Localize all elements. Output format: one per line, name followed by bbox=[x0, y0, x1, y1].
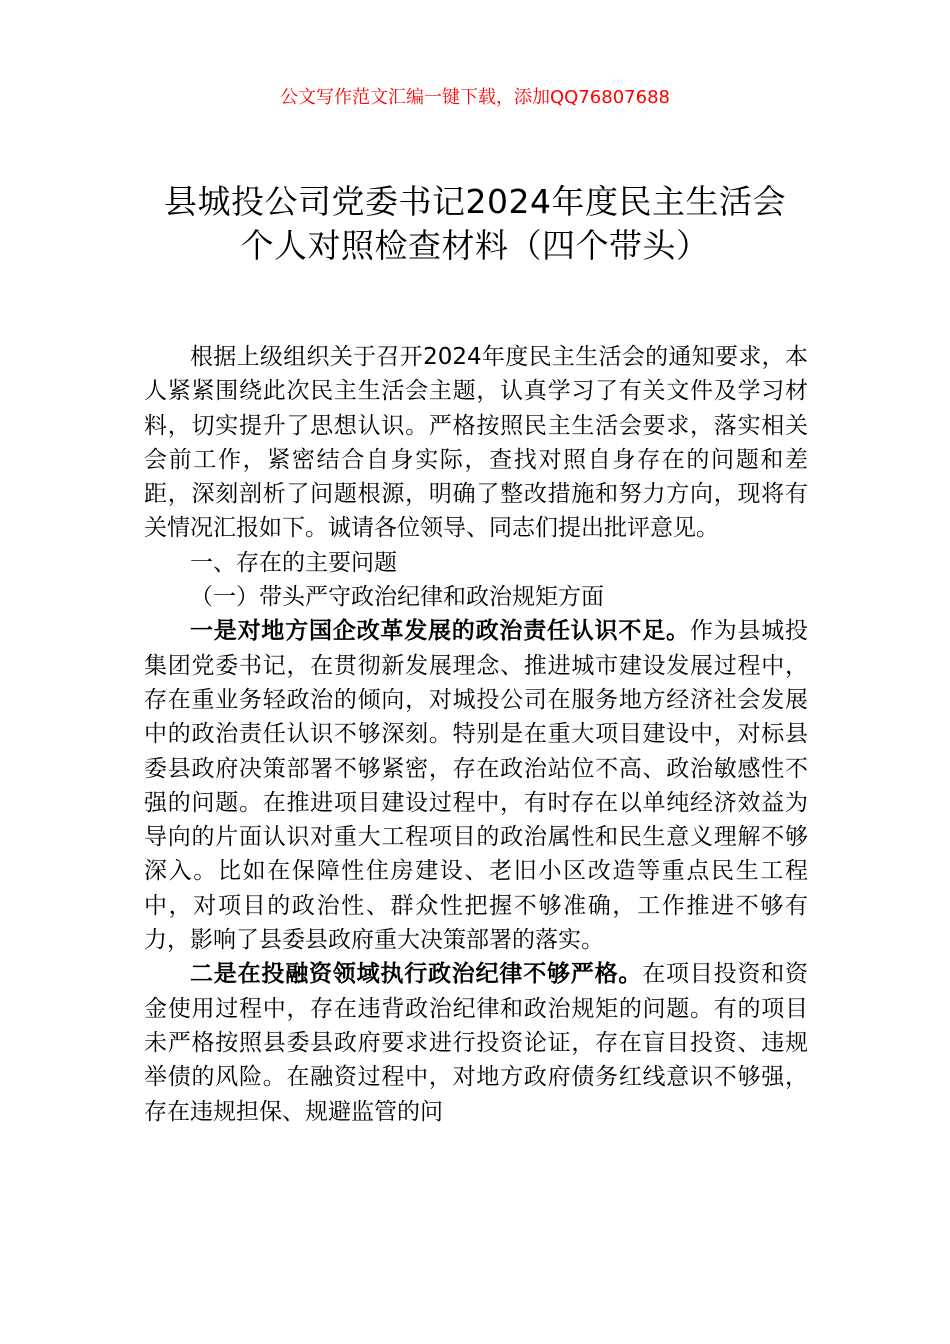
point-2-text: 在项目投资和资金使用过程中，存在违背政治纪律和政治规矩的问题。有的项目未严格按照县委县政府要求进行投资论证，存在盲目投资、违规举债的风险。在融资过程中，对地方政府债务红线意识不够强，存在违规担保、规避监管的问 bbox=[144, 961, 809, 1125]
point-1-lead: 一是对地方国企改革发展的政治责任认识不足。 bbox=[190, 618, 690, 645]
point-2-lead: 二是在投融资领域执行政治纪律不够严格。 bbox=[190, 961, 643, 988]
point-paragraph-2 bbox=[144, 957, 808, 1128]
section-heading: 一、存在的主要问题 bbox=[190, 549, 397, 576]
point-1-text: 作为县城投集团党委书记，在贯彻新发展理念、推进城市建设发展过程中，存在重业务轻政治的倾向，对城投公司在服务地方经济社会发展中的政治责任认识不够深刻。特别是在重大项目建设中，对标县委县政府决策部署不够紧密，存在政治站位不高、政治敏感性不强的问题。在推进项目建设过程中，有时存在以单纯经济效益为导向的片面认识对重大工程项目的政治属性和民生意义理解不够深入。比如在保障性住房建设、老旧小区改造等重点民生工程中，对项目的政治性、群众性把握不够准确，工作推进不够有力，影响了县委县政府重大决策部署的落实。 bbox=[144, 618, 809, 954]
document-body bbox=[144, 340, 808, 1129]
document-title-line-2: 个人对照检查材料（四个带头） bbox=[240, 226, 710, 265]
subsection-heading: （一）带头严守政治纪律和政治规矩方面 bbox=[190, 584, 604, 611]
header-note: 公文写作范文汇编一键下载，添加QQ76807688 bbox=[280, 87, 670, 108]
document-title-line-1: 县城投公司党委书记2024年度民主生活会 bbox=[164, 182, 786, 221]
intro-paragraph: 根据上级组织关于召开2024年度民主生活会的通知要求，本人紧紧围绕此次民主生活会主题，认真学习了有关文件及学习材料，切实提升了思想认识。严格按照民主生活会要求，落实相关会前工作，紧密结合自身实际，查找对照自身存在的问题和差距，深刻剖析了问题根源，明确了整改措施和努力方向，现将有关情况汇报如下。诚请各位领导、同志们提出批评意见。 bbox=[144, 344, 808, 542]
point-paragraph-1 bbox=[144, 614, 808, 957]
